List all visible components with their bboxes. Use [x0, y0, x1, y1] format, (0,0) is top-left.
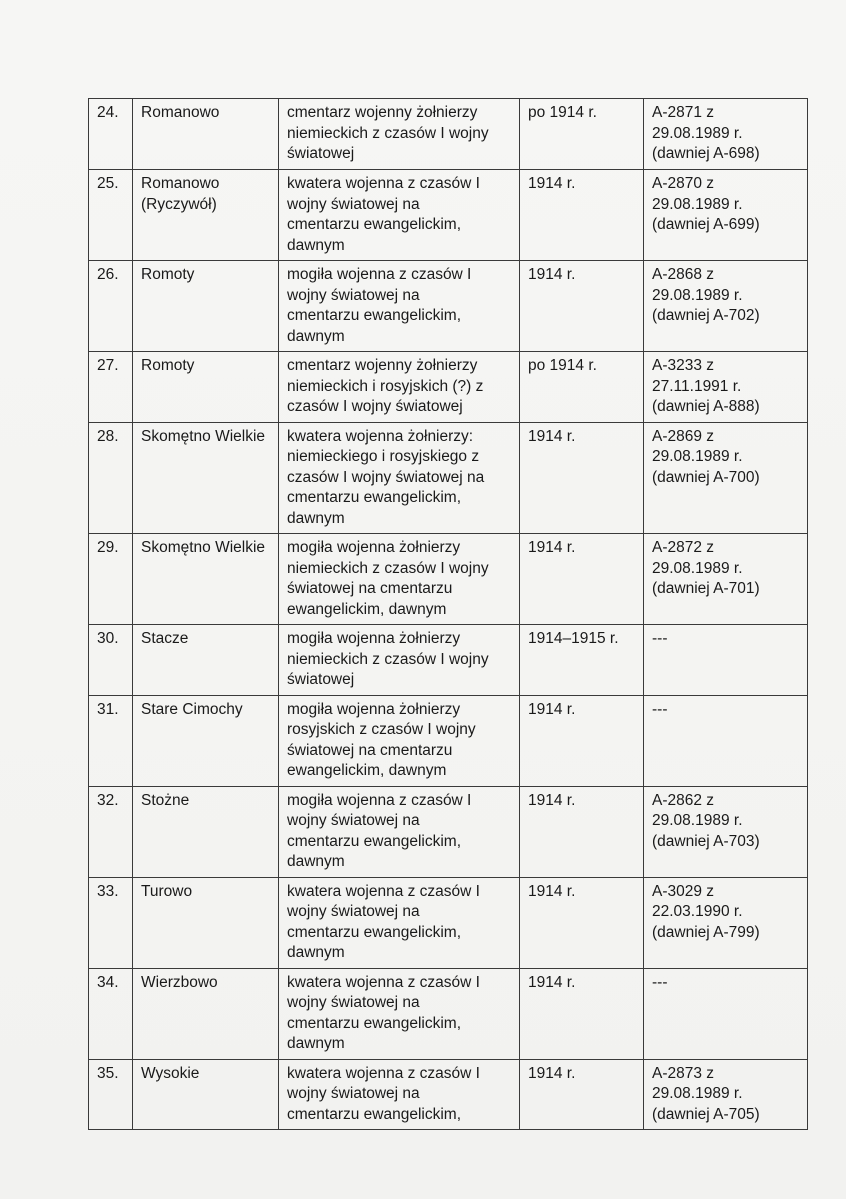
register-entry-cell	[644, 170, 808, 261]
description-line: kwatera wojenna z czasów I	[287, 175, 480, 192]
register-entry-cell	[644, 99, 808, 170]
table-row	[89, 968, 808, 1059]
object-description-cell	[279, 625, 520, 696]
description-line: mogiła wojenna żołnierzy	[287, 630, 461, 647]
description-line: cmentarzu ewangelickim,	[287, 1014, 462, 1032]
locality-cell	[133, 1059, 279, 1130]
table-body	[89, 99, 808, 1130]
war-graves-table	[88, 98, 808, 1130]
description-line: wojny światowej na	[287, 1085, 420, 1102]
locality-cell	[133, 422, 279, 534]
description-line: cmentarz wojenny żołnierzy	[287, 104, 478, 121]
description-line: wojny światowej na	[287, 994, 420, 1011]
register-line: (dawniej A-701)	[652, 580, 760, 597]
register-line: (dawniej A-698)	[652, 145, 760, 162]
object-description-cell	[279, 99, 520, 170]
locality-line: Stare Cimochy	[141, 700, 243, 718]
description-line: cmentarzu ewangelickim,	[287, 216, 462, 233]
register-line: ---	[652, 973, 668, 991]
register-line: A-2870 z	[652, 175, 715, 192]
description-line: czasów I wojny światowej	[287, 398, 463, 415]
description-line: niemieckich z czasów I wojny	[287, 559, 489, 577]
register-entry-cell	[644, 352, 808, 423]
row-number: 33.	[89, 877, 133, 968]
register-line: 27.11.1991 r.	[652, 377, 742, 395]
description-line: niemieckich i rosyjskich (?) z	[287, 377, 484, 395]
row-number: 31.	[89, 695, 133, 786]
table-row	[89, 99, 808, 170]
register-line: 29.08.1989 r.	[652, 124, 743, 142]
locality-line: (Ryczywół)	[141, 195, 217, 213]
description-line: kwatera wojenna z czasów I	[287, 973, 480, 991]
description-line: mogiła wojenna z czasów I	[287, 791, 472, 809]
locality-line: Wysokie	[141, 1064, 200, 1082]
locality-cell	[133, 625, 279, 696]
register-line: 29.08.1989 r.	[652, 448, 743, 465]
register-line: (dawniej A-702)	[652, 307, 760, 324]
locality-cell	[133, 877, 279, 968]
table-row	[89, 422, 808, 534]
description-line: cmentarzu ewangelickim,	[287, 489, 462, 506]
description-line: rosyjskich z czasów I wojny	[287, 721, 476, 738]
locality-line: Romoty	[141, 357, 195, 374]
table-row	[89, 170, 808, 261]
locality-line: Skomętno Wielkie	[141, 539, 266, 556]
description-line: cmentarz wojenny żołnierzy	[287, 357, 478, 374]
locality-cell	[133, 99, 279, 170]
locality-line: Wierzbowo	[141, 973, 218, 991]
dating-cell: 1914 r.	[520, 170, 644, 261]
locality-line: Romanowo	[141, 104, 220, 121]
register-entry-cell	[644, 786, 808, 877]
object-description-cell	[279, 695, 520, 786]
row-number: 32.	[89, 786, 133, 877]
row-number: 26.	[89, 261, 133, 352]
description-line: ewangelickim, dawnym	[287, 762, 447, 779]
register-line: (dawniej A-705)	[652, 1105, 760, 1123]
register-entry-cell	[644, 261, 808, 352]
description-line: wojny światowej na	[287, 195, 420, 213]
register-line: (dawniej A-799)	[652, 923, 760, 941]
register-line: ---	[652, 630, 668, 647]
dating-cell: 1914 r.	[520, 422, 644, 534]
dating-cell: 1914 r.	[520, 968, 644, 1059]
row-number: 24.	[89, 99, 133, 170]
register-entry-cell	[644, 534, 808, 625]
description-line: cmentarzu ewangelickim,	[287, 307, 462, 324]
register-entry-cell	[644, 422, 808, 534]
table-row	[89, 261, 808, 352]
table-row	[89, 352, 808, 423]
object-description-cell	[279, 352, 520, 423]
description-line: mogiła wojenna z czasów I	[287, 266, 472, 283]
register-line: 29.08.1989 r.	[652, 195, 743, 213]
register-line: 29.08.1989 r.	[652, 1085, 743, 1102]
register-line: ---	[652, 700, 668, 718]
register-line: (dawniej A-888)	[652, 398, 760, 415]
dating-cell: 1914 r.	[520, 1059, 644, 1130]
row-number: 34.	[89, 968, 133, 1059]
description-line: dawnym	[287, 1035, 345, 1052]
locality-line: Stacze	[141, 630, 189, 647]
description-line: wojny światowej na	[287, 812, 420, 829]
locality-cell	[133, 695, 279, 786]
register-line: 22.03.1990 r.	[652, 903, 743, 920]
table-row	[89, 786, 808, 877]
dating-cell: po 1914 r.	[520, 99, 644, 170]
register-line: A-2873 z	[652, 1064, 715, 1082]
description-line: dawnym	[287, 509, 345, 527]
dating-cell: 1914–1915 r.	[520, 625, 644, 696]
register-line: 29.08.1989 r.	[652, 286, 743, 304]
description-line: czasów I wojny światowej na	[287, 468, 485, 486]
object-description-cell	[279, 170, 520, 261]
register-line: A-2862 z	[652, 791, 715, 809]
register-entry-cell	[644, 695, 808, 786]
description-line: światowej	[287, 671, 355, 688]
dating-cell: 1914 r.	[520, 261, 644, 352]
description-line: niemieckiego i rosyjskiego z	[287, 448, 480, 465]
register-line: 29.08.1989 r.	[652, 559, 743, 577]
row-number: 27.	[89, 352, 133, 423]
description-line: ewangelickim, dawnym	[287, 600, 447, 618]
description-line: mogiła wojenna żołnierzy	[287, 539, 461, 556]
table-row	[89, 877, 808, 968]
locality-cell	[133, 968, 279, 1059]
description-line: mogiła wojenna żołnierzy	[287, 700, 461, 718]
register-line: (dawniej A-699)	[652, 216, 760, 233]
row-number: 28.	[89, 422, 133, 534]
register-line: A-2869 z	[652, 427, 715, 445]
description-line: cmentarzu ewangelickim,	[287, 1105, 462, 1123]
dating-cell: 1914 r.	[520, 534, 644, 625]
locality-line: Skomętno Wielkie	[141, 427, 266, 445]
description-line: cmentarzu ewangelickim,	[287, 832, 462, 850]
register-line: A-2872 z	[652, 539, 715, 556]
table-row	[89, 625, 808, 696]
description-line: wojny światowej na	[287, 286, 420, 304]
description-line: światowej	[287, 145, 355, 162]
locality-cell	[133, 170, 279, 261]
description-line: kwatera wojenna żołnierzy:	[287, 427, 474, 445]
locality-cell	[133, 261, 279, 352]
row-number: 25.	[89, 170, 133, 261]
description-line: światowej na cmentarzu	[287, 580, 453, 597]
locality-line: Turowo	[141, 882, 193, 900]
table-row	[89, 695, 808, 786]
table-row	[89, 534, 808, 625]
table-row	[89, 1059, 808, 1130]
locality-cell	[133, 534, 279, 625]
description-line: niemieckich z czasów I wojny	[287, 124, 489, 142]
dating-cell: 1914 r.	[520, 877, 644, 968]
register-line: (dawniej A-700)	[652, 468, 760, 486]
row-number: 30.	[89, 625, 133, 696]
description-line: kwatera wojenna z czasów I	[287, 882, 480, 900]
locality-cell	[133, 786, 279, 877]
description-line: cmentarzu ewangelickim,	[287, 923, 462, 941]
dating-cell: 1914 r.	[520, 786, 644, 877]
locality-line: Romanowo	[141, 175, 220, 192]
description-line: niemieckich z czasów I wojny	[287, 650, 489, 668]
register-line: A-2868 z	[652, 266, 715, 283]
object-description-cell	[279, 968, 520, 1059]
row-number: 35.	[89, 1059, 133, 1130]
locality-cell	[133, 352, 279, 423]
object-description-cell	[279, 877, 520, 968]
object-description-cell	[279, 1059, 520, 1130]
object-description-cell	[279, 786, 520, 877]
description-line: kwatera wojenna z czasów I	[287, 1064, 480, 1082]
register-line: A-2871 z	[652, 104, 715, 121]
register-entry-cell	[644, 968, 808, 1059]
description-line: dawnym	[287, 944, 345, 961]
register-entry-cell	[644, 625, 808, 696]
object-description-cell	[279, 261, 520, 352]
register-entry-cell	[644, 1059, 808, 1130]
description-line: światowej na cmentarzu	[287, 741, 453, 759]
description-line: wojny światowej na	[287, 903, 420, 920]
register-line: (dawniej A-703)	[652, 832, 760, 850]
locality-line: Romoty	[141, 266, 195, 283]
register-entry-cell	[644, 877, 808, 968]
register-line: 29.08.1989 r.	[652, 812, 743, 829]
dating-cell: 1914 r.	[520, 695, 644, 786]
register-line: A-3233 z	[652, 357, 715, 374]
register-line: A-3029 z	[652, 882, 715, 900]
description-line: dawnym	[287, 327, 345, 345]
object-description-cell	[279, 422, 520, 534]
dating-cell: po 1914 r.	[520, 352, 644, 423]
locality-line: Stożne	[141, 791, 190, 809]
description-line: dawnym	[287, 853, 345, 870]
description-line: dawnym	[287, 236, 345, 254]
object-description-cell	[279, 534, 520, 625]
row-number: 29.	[89, 534, 133, 625]
